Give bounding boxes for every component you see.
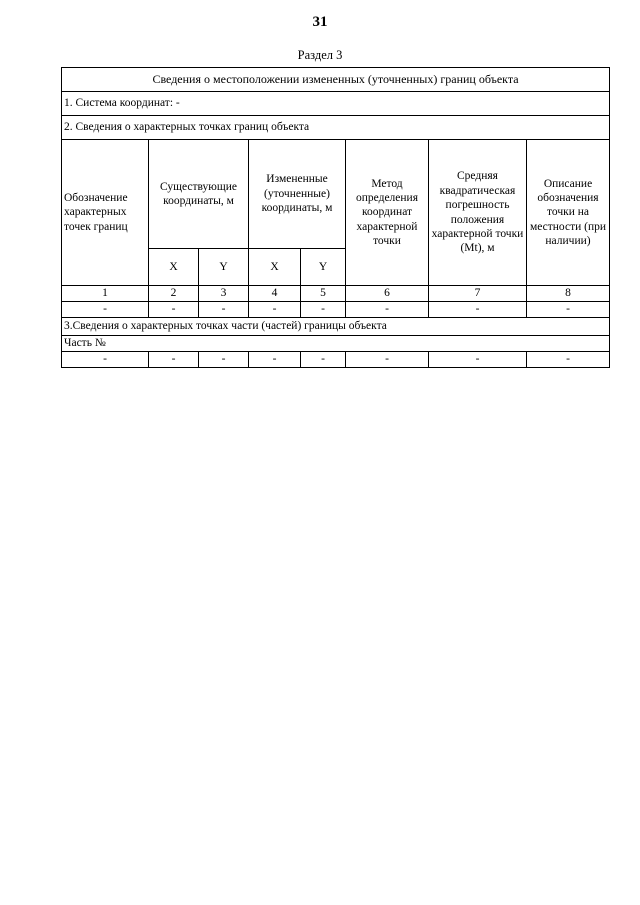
column-number: 3 [199,286,249,302]
header-changed-coordinates: Измененные (уточненные) координаты, м [249,140,346,249]
table-cell: - [149,352,199,368]
header-rms-error: Средняя квадратическая погрешность положения характерной точки (Mt), м [429,140,527,286]
table-cell: - [429,302,527,318]
header-designation: Обозначение характерных точек границ [62,140,149,286]
table-cell: - [301,352,346,368]
subheader-y-existing: Y [199,249,249,286]
column-number: 6 [346,286,429,302]
header-description: Описание обозначения точки на местности (при наличии) [527,140,610,286]
table-cell: - [62,352,149,368]
table-cell: - [346,352,429,368]
table-cell: - [249,352,301,368]
header-existing-coordinates: Существующие координаты, м [149,140,249,249]
table-cell: - [149,302,199,318]
table-cell: - [346,302,429,318]
parts-heading-row: 3.Сведения о характерных точках части (частей) границы объекта [62,318,610,336]
table-cell: - [199,302,249,318]
table-cell: - [429,352,527,368]
subheader-y-changed: Y [301,249,346,286]
column-number: 5 [301,286,346,302]
table-title: Сведения о местоположении измененных (уточненных) границ объекта [62,68,610,92]
page-number: 31 [312,14,328,30]
coordinate-system-row: 1. Система координат: - [62,92,610,116]
points-heading-row: 2. Сведения о характерных точках границ объекта [62,116,610,140]
table-cell: - [62,302,149,318]
column-numbers-row [62,286,610,302]
table-row [62,302,610,318]
header-method: Метод определения координат характерной точки [346,140,429,286]
table-cell: - [301,302,346,318]
table-cell: - [527,302,610,318]
column-number: 8 [527,286,610,302]
column-number: 7 [429,286,527,302]
table-cell: - [199,352,249,368]
column-number: 4 [249,286,301,302]
subheader-x-existing: X [149,249,199,286]
column-number: 1 [62,286,149,302]
section-label: Раздел 3 [297,48,343,62]
column-number: 2 [149,286,199,302]
table-cell: - [249,302,301,318]
table-cell: - [527,352,610,368]
table-row [62,352,610,368]
part-number-row: Часть № [62,336,610,352]
subheader-x-changed: X [249,249,301,286]
boundary-table [61,67,610,368]
